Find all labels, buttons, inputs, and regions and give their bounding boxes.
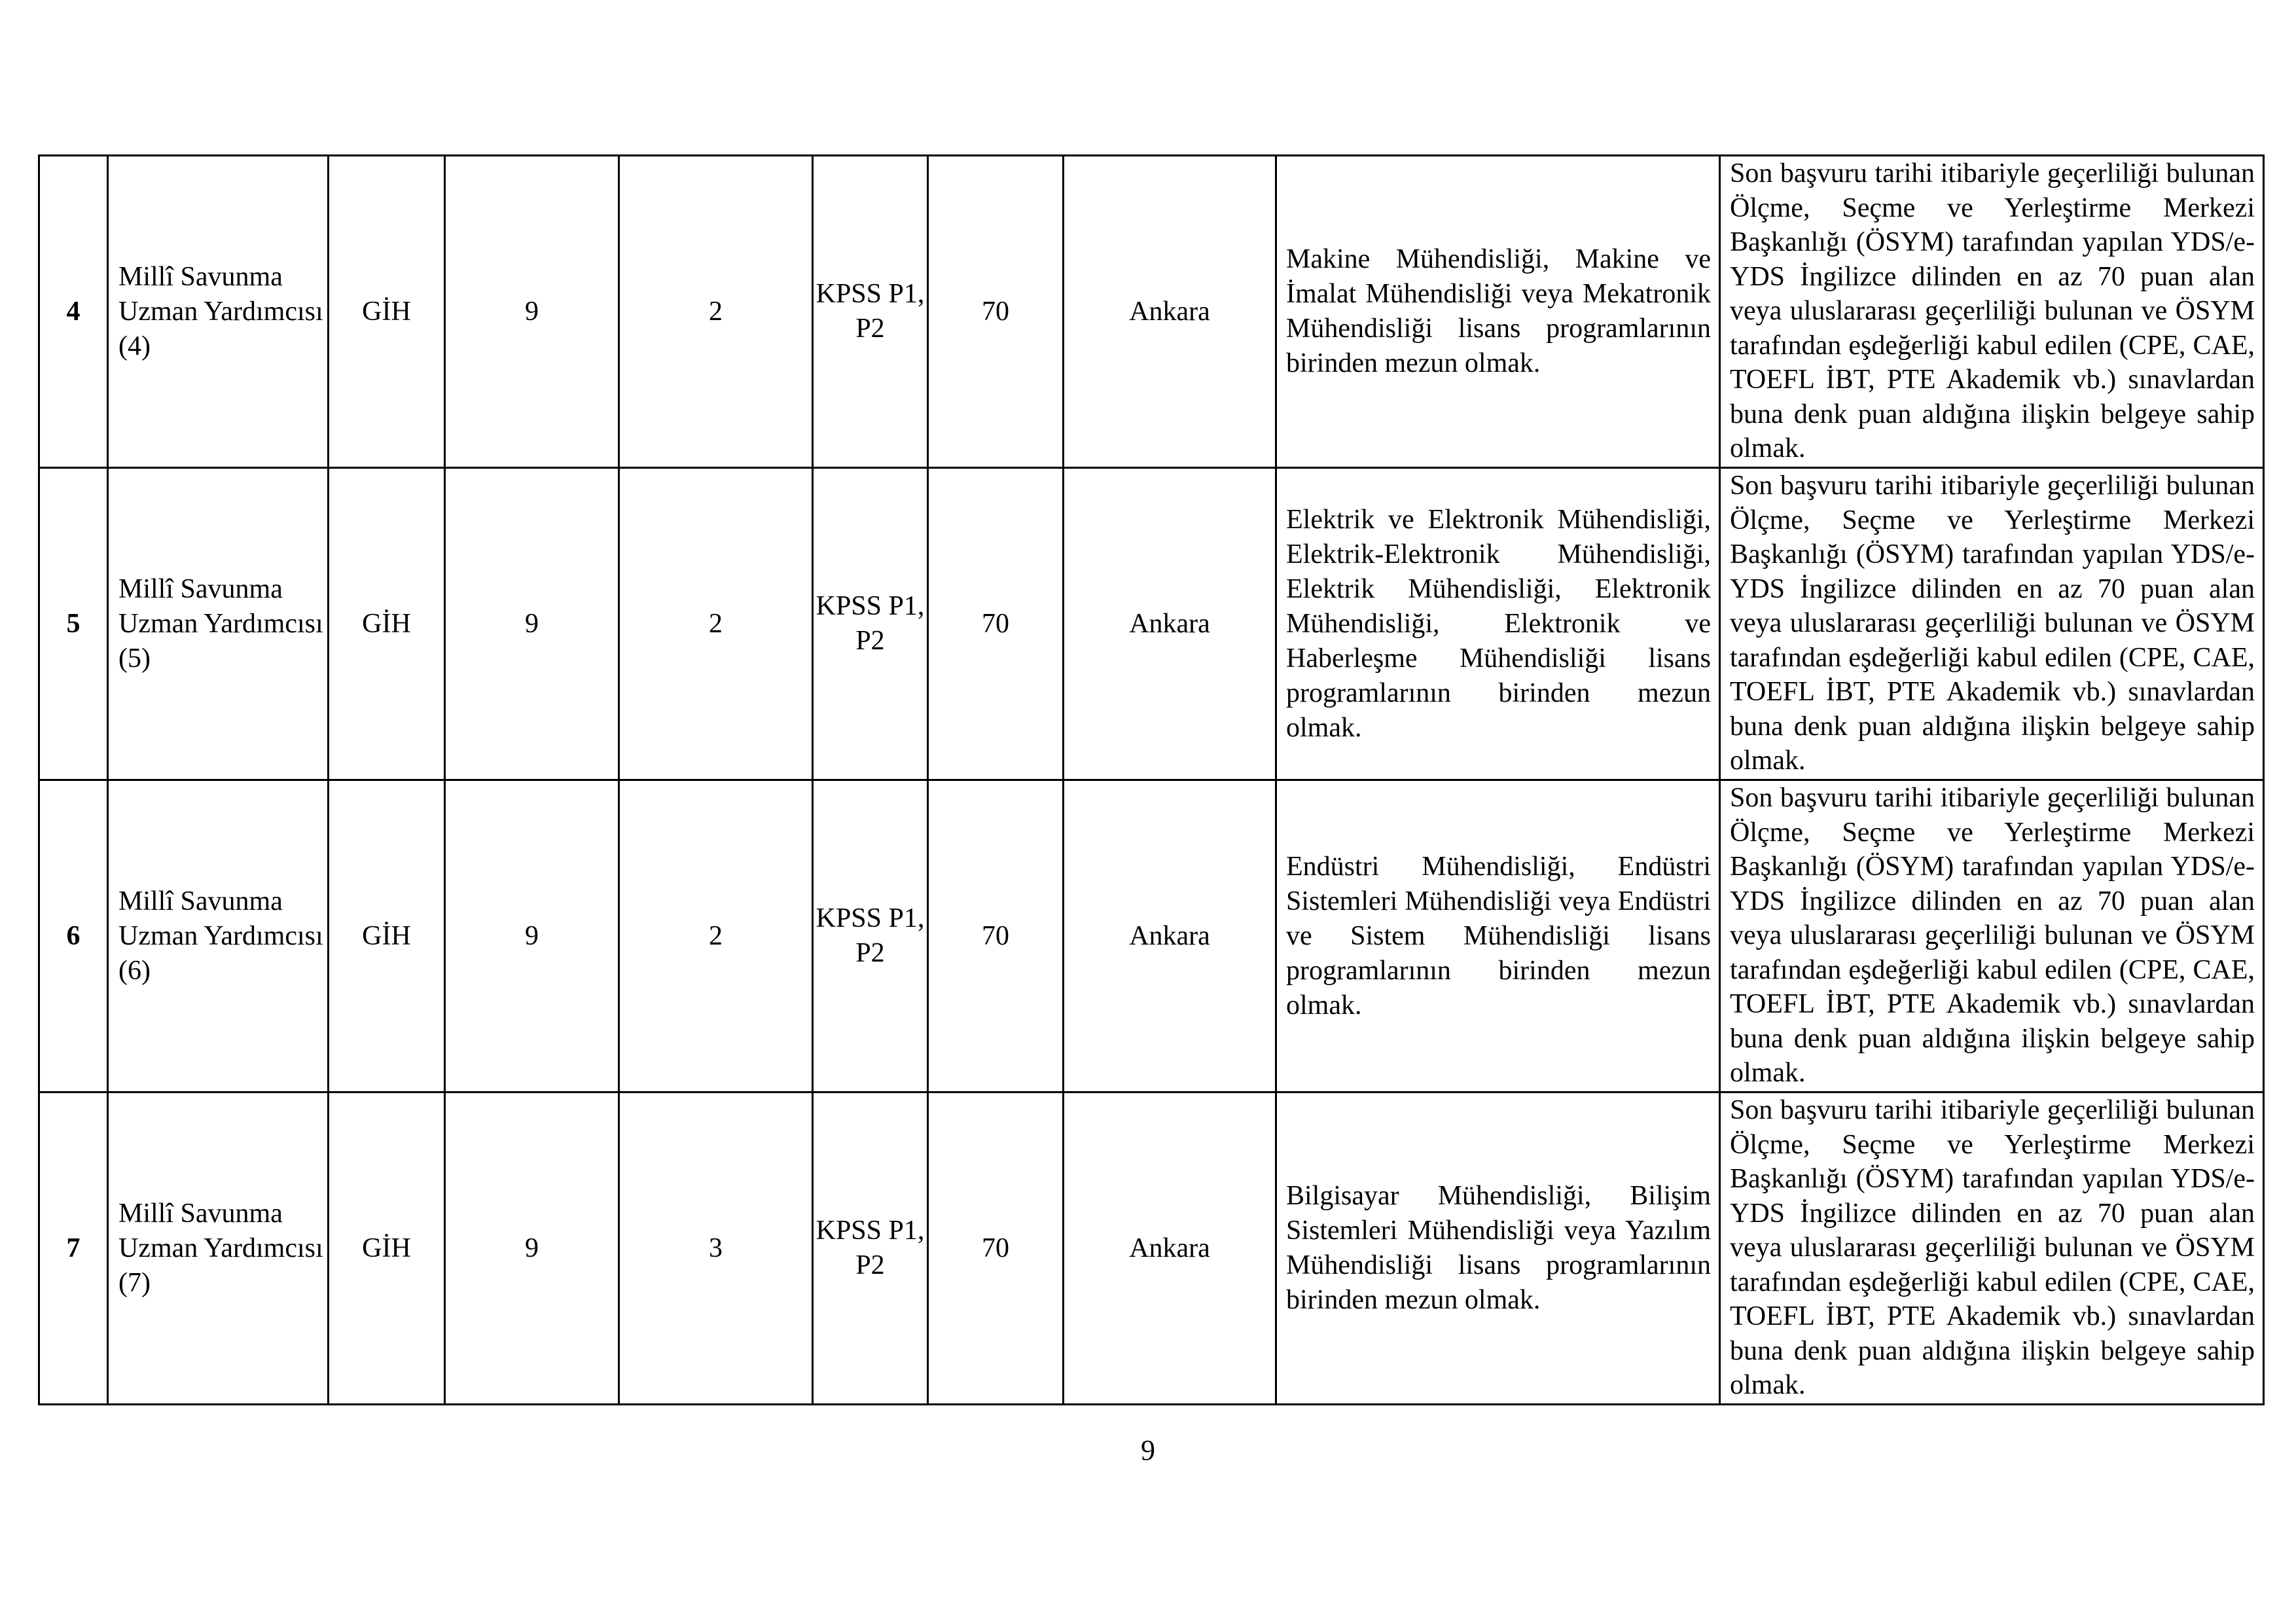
- table-row: [39, 156, 2264, 468]
- table-row: [39, 1092, 2264, 1405]
- exam-cell: KPSS P1, P2: [813, 1092, 928, 1405]
- position-title: Millî Savunma Uzman Yardımcısı (4): [108, 156, 329, 468]
- degree-cell: 9: [445, 1092, 619, 1405]
- location-cell: Ankara: [1064, 780, 1276, 1092]
- class-cell: GİH: [329, 468, 445, 780]
- exam-cell: KPSS P1, P2: [813, 156, 928, 468]
- row-number: 7: [39, 1092, 108, 1405]
- exam-cell: KPSS P1, P2: [813, 780, 928, 1092]
- education-requirement: Elektrik ve Elektronik Mühendisliği, Elektrik-Elektronik Mühendisliği, Elektrik Mühendisliği, Elektronik Mühendisliği, Elektronik ve Haberleşme Mühendisliği lisans programlarının birinden mezun olmak.: [1276, 468, 1720, 780]
- count-cell: 3: [619, 1092, 813, 1405]
- row-number: 5: [39, 468, 108, 780]
- language-requirement: Son başvuru tarihi itibariyle geçerliliği bulunan Ölçme, Seçme ve Yerleştirme Merkezi Başkanlığı (ÖSYM) tarafından yapılan YDS/e-YDS İngilizce dilinden en az 70 puan alan veya uluslararası geçerliliği bulunan ve ÖSYM tarafından eşdeğerliği kabul edilen (CPE, CAE, TOEFL İBT, PTE Akademik vb.) sınavlardan buna denk puan aldığına ilişkin belgeye sahip olmak.: [1720, 156, 2264, 468]
- position-title: Millî Savunma Uzman Yardımcısı (7): [108, 1092, 329, 1405]
- min-score-cell: 70: [928, 156, 1064, 468]
- language-requirement: Son başvuru tarihi itibariyle geçerliliği bulunan Ölçme, Seçme ve Yerleştirme Merkezi Başkanlığı (ÖSYM) tarafından yapılan YDS/e-YDS İngilizce dilinden en az 70 puan alan veya uluslararası geçerliliği bulunan ve ÖSYM tarafından eşdeğerliği kabul edilen (CPE, CAE, TOEFL İBT, PTE Akademik vb.) sınavlardan buna denk puan aldığına ilişkin belgeye sahip olmak.: [1720, 468, 2264, 780]
- position-title: Millî Savunma Uzman Yardımcısı (5): [108, 468, 329, 780]
- location-cell: Ankara: [1064, 468, 1276, 780]
- table-row: [39, 780, 2264, 1092]
- class-cell: GİH: [329, 1092, 445, 1405]
- count-cell: 2: [619, 780, 813, 1092]
- count-cell: 2: [619, 156, 813, 468]
- education-requirement: Bilgisayar Mühendisliği, Bilişim Sistemleri Mühendisliği veya Yazılım Mühendisliği lisans programlarının birinden mezun olmak.: [1276, 1092, 1720, 1405]
- position-table: [38, 154, 2265, 1405]
- language-requirement: Son başvuru tarihi itibariyle geçerliliği bulunan Ölçme, Seçme ve Yerleştirme Merkezi Başkanlığı (ÖSYM) tarafından yapılan YDS/e-YDS İngilizce dilinden en az 70 puan alan veya uluslararası geçerliliği bulunan ve ÖSYM tarafından eşdeğerliği kabul edilen (CPE, CAE, TOEFL İBT, PTE Akademik vb.) sınavlardan buna denk puan aldığına ilişkin belgeye sahip olmak.: [1720, 780, 2264, 1092]
- exam-cell: KPSS P1, P2: [813, 468, 928, 780]
- position-title: Millî Savunma Uzman Yardımcısı (6): [108, 780, 329, 1092]
- row-number: 4: [39, 156, 108, 468]
- location-cell: Ankara: [1064, 1092, 1276, 1405]
- class-cell: GİH: [329, 156, 445, 468]
- education-requirement: Endüstri Mühendisliği, Endüstri Sistemleri Mühendisliği veya Endüstri ve Sistem Mühendisliği lisans programlarının birinden mezun olmak.: [1276, 780, 1720, 1092]
- language-requirement: Son başvuru tarihi itibariyle geçerliliği bulunan Ölçme, Seçme ve Yerleştirme Merkezi Başkanlığı (ÖSYM) tarafından yapılan YDS/e-YDS İngilizce dilinden en az 70 puan alan veya uluslararası geçerliliği bulunan ve ÖSYM tarafından eşdeğerliği kabul edilen (CPE, CAE, TOEFL İBT, PTE Akademik vb.) sınavlardan buna denk puan aldığına ilişkin belgeye sahip olmak.: [1720, 1092, 2264, 1405]
- min-score-cell: 70: [928, 468, 1064, 780]
- education-requirement: Makine Mühendisliği, Makine ve İmalat Mühendisliği veya Mekatronik Mühendisliği lisans programlarının birinden mezun olmak.: [1276, 156, 1720, 468]
- degree-cell: 9: [445, 780, 619, 1092]
- class-cell: GİH: [329, 780, 445, 1092]
- degree-cell: 9: [445, 468, 619, 780]
- table-row: [39, 468, 2264, 780]
- count-cell: 2: [619, 468, 813, 780]
- page-number: 9: [1141, 1434, 1155, 1466]
- row-number: 6: [39, 780, 108, 1092]
- location-cell: Ankara: [1064, 156, 1276, 468]
- degree-cell: 9: [445, 156, 619, 468]
- min-score-cell: 70: [928, 780, 1064, 1092]
- min-score-cell: 70: [928, 1092, 1064, 1405]
